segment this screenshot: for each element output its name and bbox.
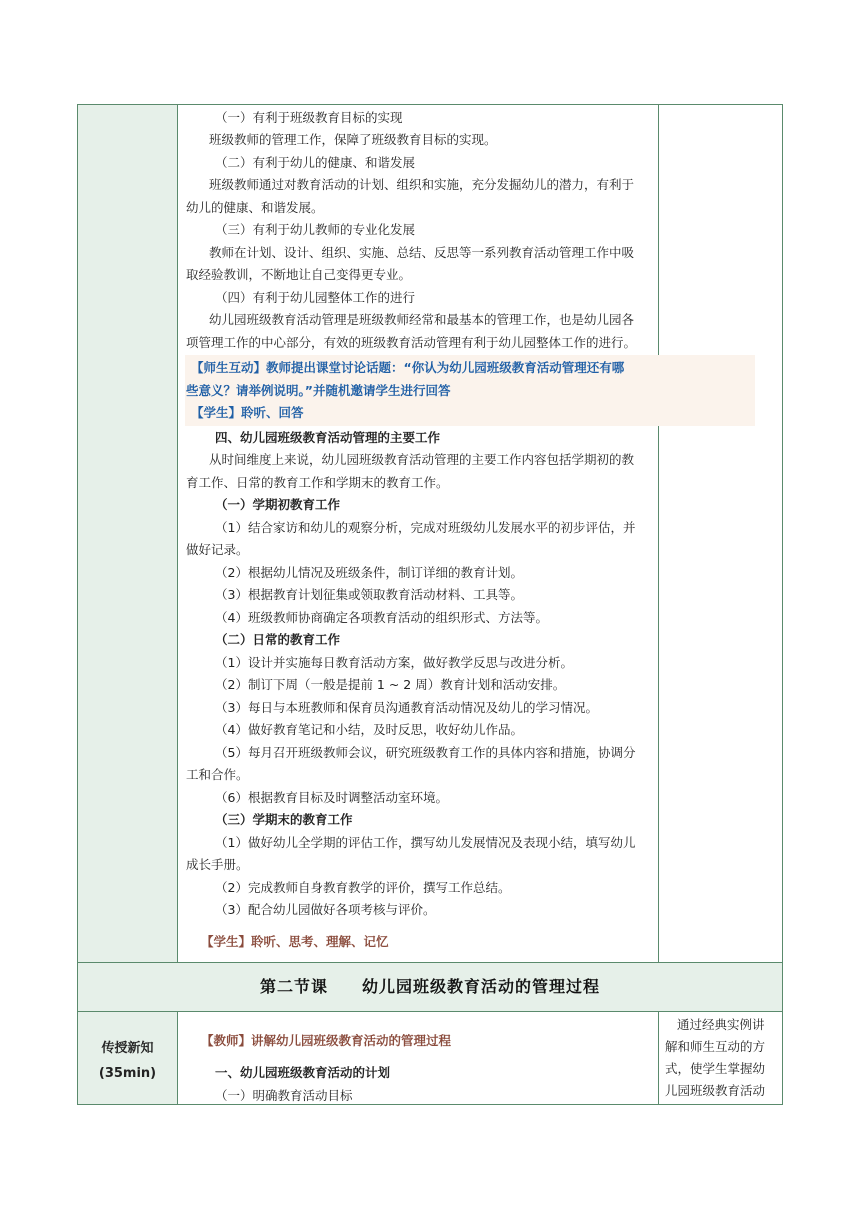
text-line: （一）明确教育活动目标	[215, 1088, 353, 1103]
row3-right-cell	[658, 1012, 782, 1104]
section-heading: 一、幼儿园班级教育活动的计划	[215, 1065, 391, 1080]
text-line: 取经验教训，不断地让自己变得更专业。	[186, 267, 412, 282]
text-line: 教师在计划、设计、组织、实施、总结、反思等一系列教育活动管理工作中吸	[209, 245, 635, 260]
text-line: （4）做好教育笔记和小结，及时反思，收好幼儿作品。	[215, 722, 523, 737]
text-line: （2）完成教师自身教育教学的评价，撰写工作总结。	[215, 880, 511, 895]
text-line: 从时间维度上来说，幼儿园班级教育活动管理的主要工作内容包括学期初的教	[209, 452, 635, 467]
text-line: 成长手册。	[186, 857, 249, 872]
text-line: （一）有利于班级教育目标的实现	[215, 110, 403, 125]
text-line: 班级教师通过对教育活动的计划、组织和实施，充分发掘幼儿的潜力，有利于	[209, 177, 635, 192]
sub-heading: （二）日常的教育工作	[215, 632, 341, 647]
text-line: （2）制订下周（一般是提前 1 ~ 2 周）教育计划和活动安排。	[215, 677, 566, 692]
text-line: （3）每日与本班教师和保育员沟通教育活动情况及幼儿的学习情况。	[215, 700, 598, 715]
interaction-line: 【师生互动】教师提出课堂讨论话题：“你认为幼儿园班级教育活动管理还有哪	[191, 360, 625, 375]
purpose-line: 通过经典实例讲	[677, 1017, 765, 1032]
text-line: （3）根据教育计划征集或领取教育活动材料、工具等。	[215, 587, 523, 602]
text-line: 幼儿的健康、和谐发展。	[186, 200, 324, 215]
section-heading: 四、幼儿园班级教育活动管理的主要工作	[215, 430, 441, 445]
text-line: （1）结合家访和幼儿的观察分析，完成对班级幼儿发展水平的初步评估，并	[215, 520, 636, 535]
text-line: 工和合作。	[186, 767, 249, 782]
row1-left-cell	[78, 105, 178, 962]
row3-left-cell	[78, 1012, 178, 1104]
stage-duration: (35min)	[98, 1066, 157, 1081]
lesson-band	[78, 962, 782, 1012]
purpose-line: 儿园班级教育活动	[665, 1083, 766, 1098]
teacher-label: 【教师】讲解幼儿园班级教育活动的管理过程	[201, 1033, 452, 1048]
sub-heading: （一）学期初教育工作	[215, 497, 341, 512]
student-response: 【学生】聆听、思考、理解、记忆	[201, 934, 389, 949]
text-line: 做好记录。	[186, 542, 249, 557]
text-line: （二）有利于幼儿的健康、和谐发展	[215, 155, 416, 170]
purpose-line: 式，使学生掌握幼	[665, 1061, 766, 1076]
text-line: （2）根据幼儿情况及班级条件，制订详细的教育计划。	[215, 565, 523, 580]
interaction-line: 些意义？请举例说明。”并随机邀请学生进行回答	[186, 383, 451, 398]
text-line: 班级教师的管理工作，保障了班级教育目标的实现。	[209, 132, 497, 147]
text-line: （3）配合幼儿园做好各项考核与评价。	[215, 902, 436, 917]
purpose-line: 解和师生互动的方	[665, 1039, 766, 1054]
text-line: （四）有利于幼儿园整体工作的进行	[215, 290, 416, 305]
text-line: （三）有利于幼儿教师的专业化发展	[215, 222, 416, 237]
text-line: （5）每月召开班级教师会议，研究班级教育工作的具体内容和措施，协调分	[215, 745, 636, 760]
stage-label: 传授新知	[101, 1041, 154, 1056]
sub-heading: （三）学期末的教育工作	[215, 812, 353, 827]
student-response: 【学生】聆听、回答	[191, 405, 304, 420]
text-line: （6）根据教育目标及时调整活动室环境。	[215, 790, 448, 805]
text-line: 项管理工作的中心部分，有效的班级教育活动管理有利于幼儿园整体工作的进行。	[186, 335, 637, 350]
text-line: （1）做好幼儿全学期的评估工作，撰写幼儿发展情况及表现小结，填写幼儿	[215, 835, 636, 850]
band-title: 第二节课 幼儿园班级教育活动的管理过程	[259, 977, 600, 996]
row1-right-cell	[658, 105, 782, 962]
text-line: （1）设计并实施每日教育活动方案，做好教学反思与改进分析。	[215, 655, 573, 670]
text-line: （4）班级教师协商确定各项教育活动的组织形式、方法等。	[215, 610, 548, 625]
text-line: 育工作、日常的教育工作和学期末的教育工作。	[186, 475, 449, 490]
lesson-table	[77, 104, 783, 1105]
text-line: 幼儿园班级教育活动管理是班级教师经常和最基本的管理工作，也是幼儿园各	[209, 312, 635, 327]
